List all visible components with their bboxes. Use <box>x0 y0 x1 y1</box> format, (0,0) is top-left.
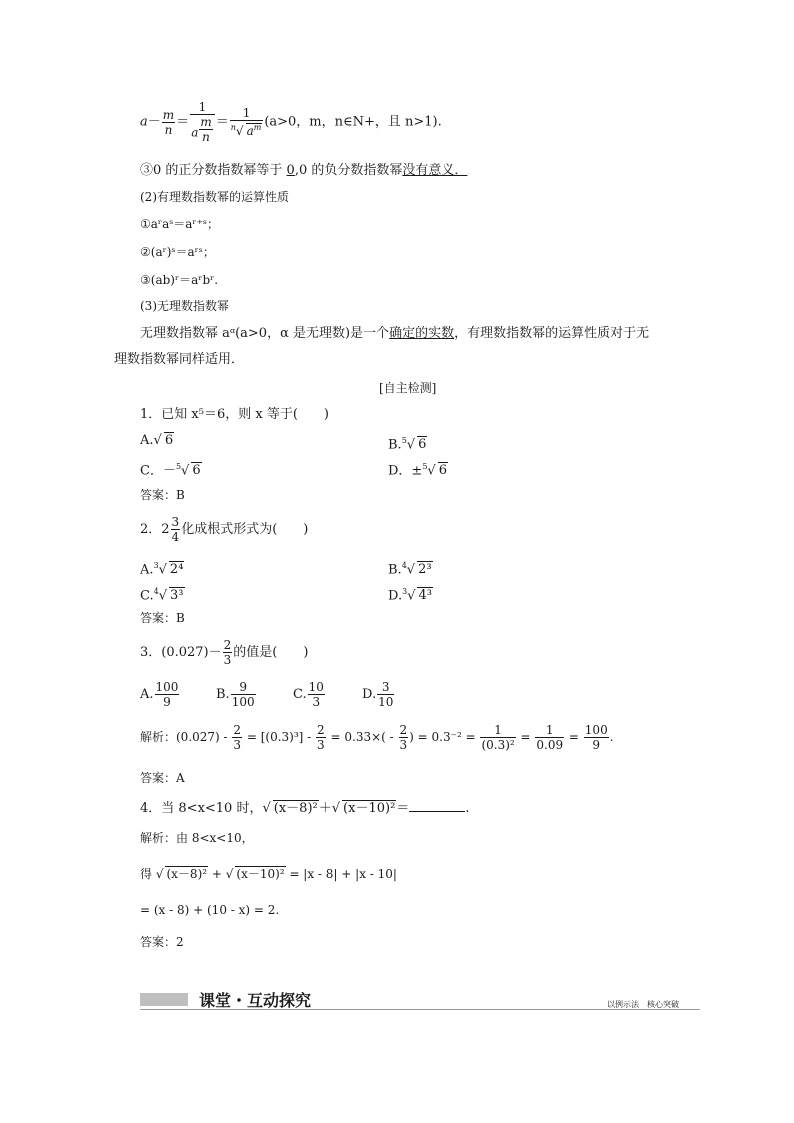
eq2: = <box>565 730 583 744</box>
num: 100 <box>155 680 179 694</box>
root-fraction <box>230 106 264 138</box>
num: 1 <box>535 723 564 738</box>
section-title: 课堂・互动探究 <box>199 991 312 1010</box>
num: 3 <box>171 515 180 529</box>
value <box>308 680 325 709</box>
plus: ＋ <box>318 801 332 816</box>
post: 的值是( ) <box>233 645 309 660</box>
irr-answer: 确定的实数 <box>389 326 455 341</box>
q4-solution-1: 解析：由 8<x<10， <box>140 831 254 845</box>
den: 3 <box>312 695 321 709</box>
num: m <box>162 107 175 122</box>
num: 2 <box>233 723 242 737</box>
q2-option-b: B.$^4$√ 2³ <box>388 561 432 578</box>
label: C. <box>293 687 307 702</box>
label: A. <box>140 433 154 448</box>
label: A. <box>140 562 154 578</box>
s1: 解析：(0.027) - <box>140 730 232 744</box>
label: B. <box>388 562 402 578</box>
eq: ＝ <box>176 114 190 130</box>
q3-answer: 答案：A <box>140 771 185 785</box>
q3-option-d <box>362 680 395 709</box>
value: 6 <box>418 437 427 453</box>
irr-a: 无理数指数幂 aᵅ(a>0，α 是无理数)是一个 <box>140 326 390 341</box>
dot: . <box>465 801 470 816</box>
self-check-title: [自主检测] <box>379 381 437 395</box>
index: 5 <box>422 462 428 471</box>
value: 3³ <box>170 588 184 604</box>
q2-option-a: A.$^3$√ 2⁴ <box>140 561 184 578</box>
den-base: a <box>191 125 199 140</box>
q2-answer: 答案：B <box>140 611 185 625</box>
root-index: n <box>230 123 236 132</box>
formula-negative-exponent <box>140 100 442 150</box>
den: 9 <box>163 695 171 709</box>
num: 10 <box>308 680 324 694</box>
q4-solution-3: = (x - 8) + (10 - x) = 2. <box>140 903 280 917</box>
den: 3 <box>317 738 325 752</box>
value <box>377 680 394 709</box>
answer-meaningless: 没有意义． <box>402 163 468 178</box>
q4-answer: 答案：2 <box>140 935 184 949</box>
rad2: (x－10)² <box>236 867 285 881</box>
value: 2³ <box>418 562 432 578</box>
q2-stem <box>140 515 308 549</box>
num: 100 <box>584 723 608 737</box>
q1-stem: 1．已知 x⁵＝6，则 x 等于( ) <box>140 407 329 422</box>
num: 9 <box>231 680 256 695</box>
den: 9 <box>592 738 601 752</box>
value: 6 <box>192 463 201 479</box>
q2-option-d: D.$^3$√ 4³ <box>388 587 432 604</box>
q3-option-c <box>293 680 326 709</box>
index: 3 <box>402 587 408 596</box>
den: (0.3)² <box>481 738 515 752</box>
index: 5 <box>401 436 407 445</box>
label: C．－ <box>140 463 176 479</box>
num: 2 <box>317 723 325 737</box>
index: 5 <box>175 462 182 471</box>
f3 <box>399 723 409 752</box>
num: 2 <box>223 638 232 652</box>
den: 3 <box>233 738 242 752</box>
den: 100 <box>231 695 255 709</box>
den: 4 <box>171 530 180 544</box>
q1-option-c: C．－$^5$√ 6 <box>140 462 201 479</box>
label: B. <box>388 437 402 453</box>
q1-option-b: B.$^5$√ 6 <box>388 436 427 453</box>
value: 6 <box>164 433 174 448</box>
q1-answer: 答案：B <box>140 488 185 502</box>
root-body <box>246 123 263 138</box>
den: $^n$√ $a^m$ <box>230 123 262 138</box>
r2 <box>535 723 564 752</box>
property-1: ①aʳaˢ＝aʳ⁺ˢ； <box>140 217 219 231</box>
label: B. <box>216 687 230 702</box>
post: = |x - 8| + |x - 10| <box>285 867 397 881</box>
section-divider <box>140 1009 700 1010</box>
den: 10 <box>378 695 394 709</box>
num: 1 <box>230 106 264 121</box>
plus: + <box>208 867 226 881</box>
minus: － <box>147 114 161 130</box>
value <box>155 680 180 709</box>
section-bar <box>140 993 188 1006</box>
root-base: a <box>246 124 254 138</box>
property-3: ③(ab)ʳ＝aʳbʳ. <box>140 273 219 287</box>
den-exp <box>199 115 212 144</box>
text-c: ,0 的负分数指数幂 <box>294 163 403 178</box>
value: 4³ <box>418 588 432 604</box>
num: 2 <box>399 723 408 737</box>
r1 <box>480 723 515 752</box>
f1 <box>232 723 242 752</box>
rad2: (x－10)² <box>343 801 396 816</box>
pre: 得 <box>140 867 156 881</box>
q3-solution <box>140 723 614 757</box>
label: C. <box>140 588 154 604</box>
value: 6 <box>438 463 447 479</box>
value: 2⁴ <box>169 562 184 578</box>
q4-solution-2: 得 √ (x－8)² + √ (x－10)² = |x - 8| + |x - 10| <box>140 867 397 881</box>
pre: 3．(0.027)－ <box>140 645 222 660</box>
middle-fraction <box>190 100 215 144</box>
den: 3 <box>223 653 232 667</box>
s2: = [(0.3)³] - <box>243 730 316 744</box>
irrational-line-2: 理数指数幂同样适用． <box>114 352 245 367</box>
irrational-line-1 <box>140 326 649 342</box>
label: D. <box>362 687 377 702</box>
exponent-fraction <box>162 108 175 137</box>
base-a: a <box>140 114 148 130</box>
q3-option-a <box>140 680 180 709</box>
num: m <box>200 115 212 129</box>
q1-option-d: D．±$^5$√ 6 <box>388 462 447 479</box>
text-a: ③0 的正分数指数幂等于 <box>140 163 287 178</box>
section-tag: 以例示法 核心突破 <box>607 1000 679 1009</box>
post: 化成根式形式为( ) <box>181 522 309 537</box>
q4-stem: 4．当 8<x<10 时，√ (x－8)²＋√ (x－10)²＝ . <box>140 801 470 816</box>
heading-3: (3)无理数指数幂 <box>140 299 229 313</box>
den: 0.09 <box>536 738 564 752</box>
rad1: (x－8)² <box>273 801 318 816</box>
s3: = 0.33×( - <box>326 730 398 744</box>
q3-option-b <box>216 680 257 709</box>
s4: ) = 0.3⁻² = <box>409 730 480 744</box>
eq: ＝ <box>396 801 410 816</box>
q2-option-c: C.$^4$√ 3³ <box>140 587 184 604</box>
exp-fraction <box>223 638 233 667</box>
r3 <box>584 723 609 752</box>
answer-blank <box>409 799 465 812</box>
index: 4 <box>401 561 407 570</box>
irr-c: ，有理数指数幂的运算性质对于无 <box>454 326 650 341</box>
num: 3 <box>377 680 394 695</box>
property-2: ②(aʳ)ˢ＝aʳˢ； <box>140 245 215 259</box>
label: D. <box>388 588 403 604</box>
exp-fraction <box>171 515 181 544</box>
value <box>231 680 256 709</box>
den: n <box>202 130 210 144</box>
num: 1 <box>480 723 515 738</box>
label: A. <box>140 687 154 702</box>
rad1: (x－8)² <box>166 867 208 881</box>
den: n <box>164 122 173 137</box>
index: 3 <box>153 561 159 570</box>
root-exp: m <box>253 123 262 132</box>
end: . <box>609 730 614 744</box>
f2 <box>316 723 326 752</box>
pre: 2．2 <box>140 522 170 537</box>
zero-power-line <box>140 163 467 179</box>
heading-2: (2)有理数指数幂的运算性质 <box>140 190 289 204</box>
answer-zero: 0 <box>286 163 295 178</box>
num: 1 <box>190 100 215 115</box>
den <box>190 115 215 144</box>
label: D．± <box>388 463 423 479</box>
q3-stem <box>140 638 308 672</box>
condition: (a>0，m，n∈N+，且 n>1). <box>264 114 442 130</box>
index: 4 <box>153 587 159 596</box>
q1-option-a: A.√ 6 <box>140 433 174 448</box>
den: 3 <box>399 738 408 752</box>
stem: 4．当 8<x<10 时， <box>140 801 263 816</box>
eq1: = <box>516 730 535 744</box>
eq2: ＝ <box>215 114 229 130</box>
